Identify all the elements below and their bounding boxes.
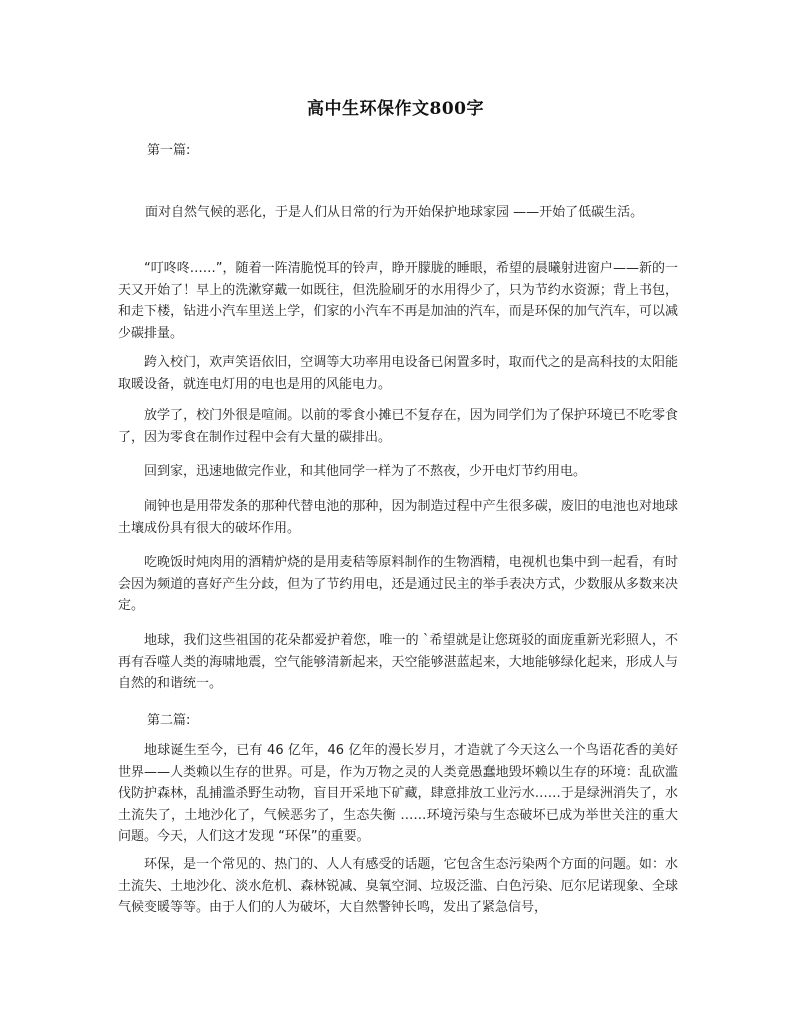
paragraph: 跨入校门，欢声笑语依旧，空调等大功率用电设备已闲置多时，取而代之的是高科技的太阳能取暖设备，就连电灯用的电也是用的风能电力。 bbox=[118, 355, 678, 392]
paragraph: 放学了，校门外很是喧闹。以前的零食小摊已不复存在，因为同学们为了保护环境已不吃零食了，因为零食在制作过程中会有大量的碳排出。 bbox=[118, 408, 678, 445]
paragraph: 吃晚饭时炖肉用的酒精炉烧的是用麦秸等原料制作的生物酒精，电视机也集中到一起看，有时会因为频道的喜好产生分歧，但为了节约用电，还是通过民主的举手表决方式，少数服从多数来决定。 bbox=[118, 555, 678, 613]
paragraph: “叮咚咚……”，随着一阵清脆悦耳的铃声，睁开朦胧的睡眼，希望的晨曦射进窗户——新的一天又开始了！早上的洗漱穿戴一如既往，但洗脸刷牙的水用得少了，只为节约水资源；背上书包，和走下楼，钻进小汽车里送上学，们家的小汽车不再是加油的汽车，而是环保的加气汽车，可以减少碳排量。 bbox=[118, 261, 678, 341]
paragraph: 环保，是一个常见的、热门的、人人有感受的话题，它包含生态污染两个方面的问题。如：水土流失、土地沙化、淡水危机、森林锐减、臭氧空洞、垃圾泛滥、白色污染、厄尔尼诺现象、全球气候变暖等等。由于人们的人为破坏，大自然警钟长鸣，发出了紧急信号， bbox=[118, 857, 678, 915]
paragraph: 地球诞生至今，已有 46 亿年，46 亿年的漫长岁月，才造就了今天这么一个鸟语花香的美好世界——人类赖以生存的世界。可是，作为万物之灵的人类竟愚蠢地毁坏赖以生存的环境：乱砍滥伐防护森林，乱捕滥杀野生动物，盲目开采地下矿藏，肆意排放工业污水……于是绿洲消失了，水土流失了，土地沙化了，气候恶劣了，生态失衡 ……环境污染与生态破坏已成为举世关注的重大问题。今天，人们这才发现 “环保”的重要。 bbox=[118, 743, 678, 844]
document-title: 高中生环保作文800字 bbox=[307, 99, 484, 119]
paragraph: 闹钟也是用带发条的那种代替电池的那种，因为制造过程中产生很多碳，废旧的电池也对地球土壤成份具有很大的破坏作用。 bbox=[118, 499, 678, 536]
section-heading-1: 第一篇: bbox=[147, 143, 191, 158]
section-heading-2: 第二篇: bbox=[147, 713, 191, 728]
paragraph: 回到家，迅速地做完作业，和其他同学一样为了不熬夜，少开电灯节约用电。 bbox=[144, 464, 587, 479]
paragraph: 地球，我们这些祖国的花朵都爱护着您，唯一的 `希望就是让您斑驳的面庞重新光彩照人，不再有吞噬人类的海啸地震，空气能够清新起来，天空能够湛蓝起来，大地能够绿化起来，形成人与自然的和谐统一。 bbox=[118, 633, 678, 691]
paragraph: 面对自然气候的恶化，于是人们从日常的行为开始保护地球家园 ——开始了低碳生活。 bbox=[145, 205, 644, 220]
